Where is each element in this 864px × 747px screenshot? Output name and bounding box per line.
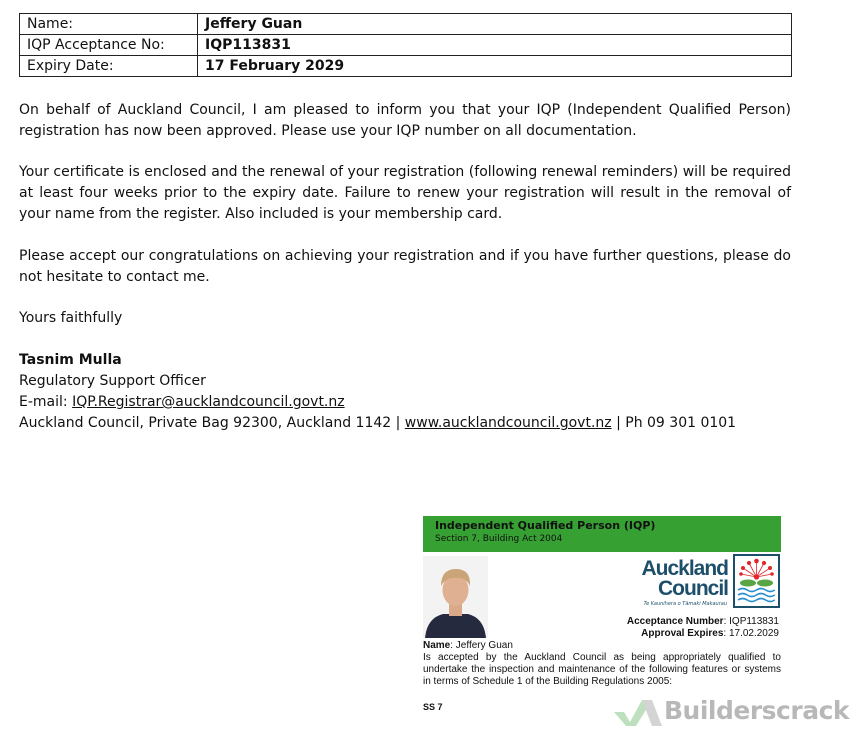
paragraph-congratulations: Please accept our congratulations on achieving your registration and if you have further questions, please do not hesitate to contact me. bbox=[19, 248, 791, 285]
signatory-title: Regulatory Support Officer bbox=[19, 373, 206, 389]
registration-info-table bbox=[19, 13, 792, 77]
membership-card bbox=[423, 516, 781, 716]
acceptance-number: Acceptance Number: IQP113831 bbox=[626, 616, 779, 627]
name-value: Jeffery Guan bbox=[198, 14, 792, 35]
website-link[interactable]: www.aucklandcouncil.govt.nz bbox=[404, 415, 612, 431]
address-line bbox=[19, 413, 736, 434]
table-row bbox=[20, 35, 792, 56]
acceptance-no-label: IQP Acceptance No: bbox=[20, 35, 198, 56]
phone: | Ph 09 301 0101 bbox=[611, 415, 737, 431]
card-title: Independent Qualified Person (IQP) bbox=[435, 519, 656, 532]
expiry-date-value: 17 February 2029 bbox=[198, 56, 792, 77]
closing: Yours faithfully bbox=[19, 310, 123, 326]
approval-expires: Approval Expires: 17.02.2029 bbox=[641, 628, 779, 639]
card-statement: Is accepted by the Auckland Council as being appropriately qualified to undertake the inspection and maintenance of the following features or systems in terms of Schedule 1 of the Building Regulations 2005: bbox=[423, 652, 781, 687]
card-body bbox=[423, 640, 781, 688]
acceptance-no-value: IQP113831 bbox=[198, 35, 792, 56]
table-row bbox=[20, 14, 792, 35]
card-name: Name: Jeffery Guan bbox=[423, 640, 513, 651]
table-row bbox=[20, 56, 792, 77]
builderscrack-logo-icon bbox=[614, 698, 662, 728]
paragraph-approval: On behalf of Auckland Council, I am pleased to inform you that your IQP (Independent Qualified Person) registration has now been approved. Please use your IQP number on all documentation. bbox=[19, 102, 791, 139]
pohutukawa-logo-icon bbox=[733, 554, 780, 608]
card-acceptance-details bbox=[627, 616, 779, 640]
signature-block bbox=[19, 350, 736, 434]
specified-systems: SS 7 bbox=[423, 702, 443, 712]
card-header bbox=[423, 516, 781, 552]
email-line bbox=[19, 392, 736, 413]
card-subtitle: Section 7, Building Act 2004 bbox=[435, 534, 563, 544]
paragraph-renewal: Your certificate is enclosed and the renewal of your registration (following renewal reminders) will be required at least four weeks prior to the expiry date. Failure to renew your registration will result in the removal of your name from the register. Also included is your membership card. bbox=[19, 164, 791, 222]
person-photo-icon bbox=[423, 556, 488, 638]
auckland-council-logo-text: Auckland Council bbox=[641, 557, 728, 600]
watermark-text: Builderscrack bbox=[664, 696, 850, 725]
builderscrack-watermark bbox=[614, 696, 850, 728]
address: Auckland Council, Private Bag 92300, Auckland 1142 | bbox=[19, 415, 405, 431]
email-link[interactable]: IQP.Registrar@aucklandcouncil.govt.nz bbox=[72, 394, 345, 410]
expiry-date-label: Expiry Date: bbox=[20, 56, 198, 77]
signatory-name: Tasnim Mulla bbox=[19, 352, 122, 368]
name-label: Name: bbox=[20, 14, 198, 35]
member-photo bbox=[423, 556, 488, 638]
logo-tagline: Te Kaunihera o Tāmaki Makaurau bbox=[643, 601, 727, 607]
email-label: E-mail: bbox=[19, 394, 73, 410]
